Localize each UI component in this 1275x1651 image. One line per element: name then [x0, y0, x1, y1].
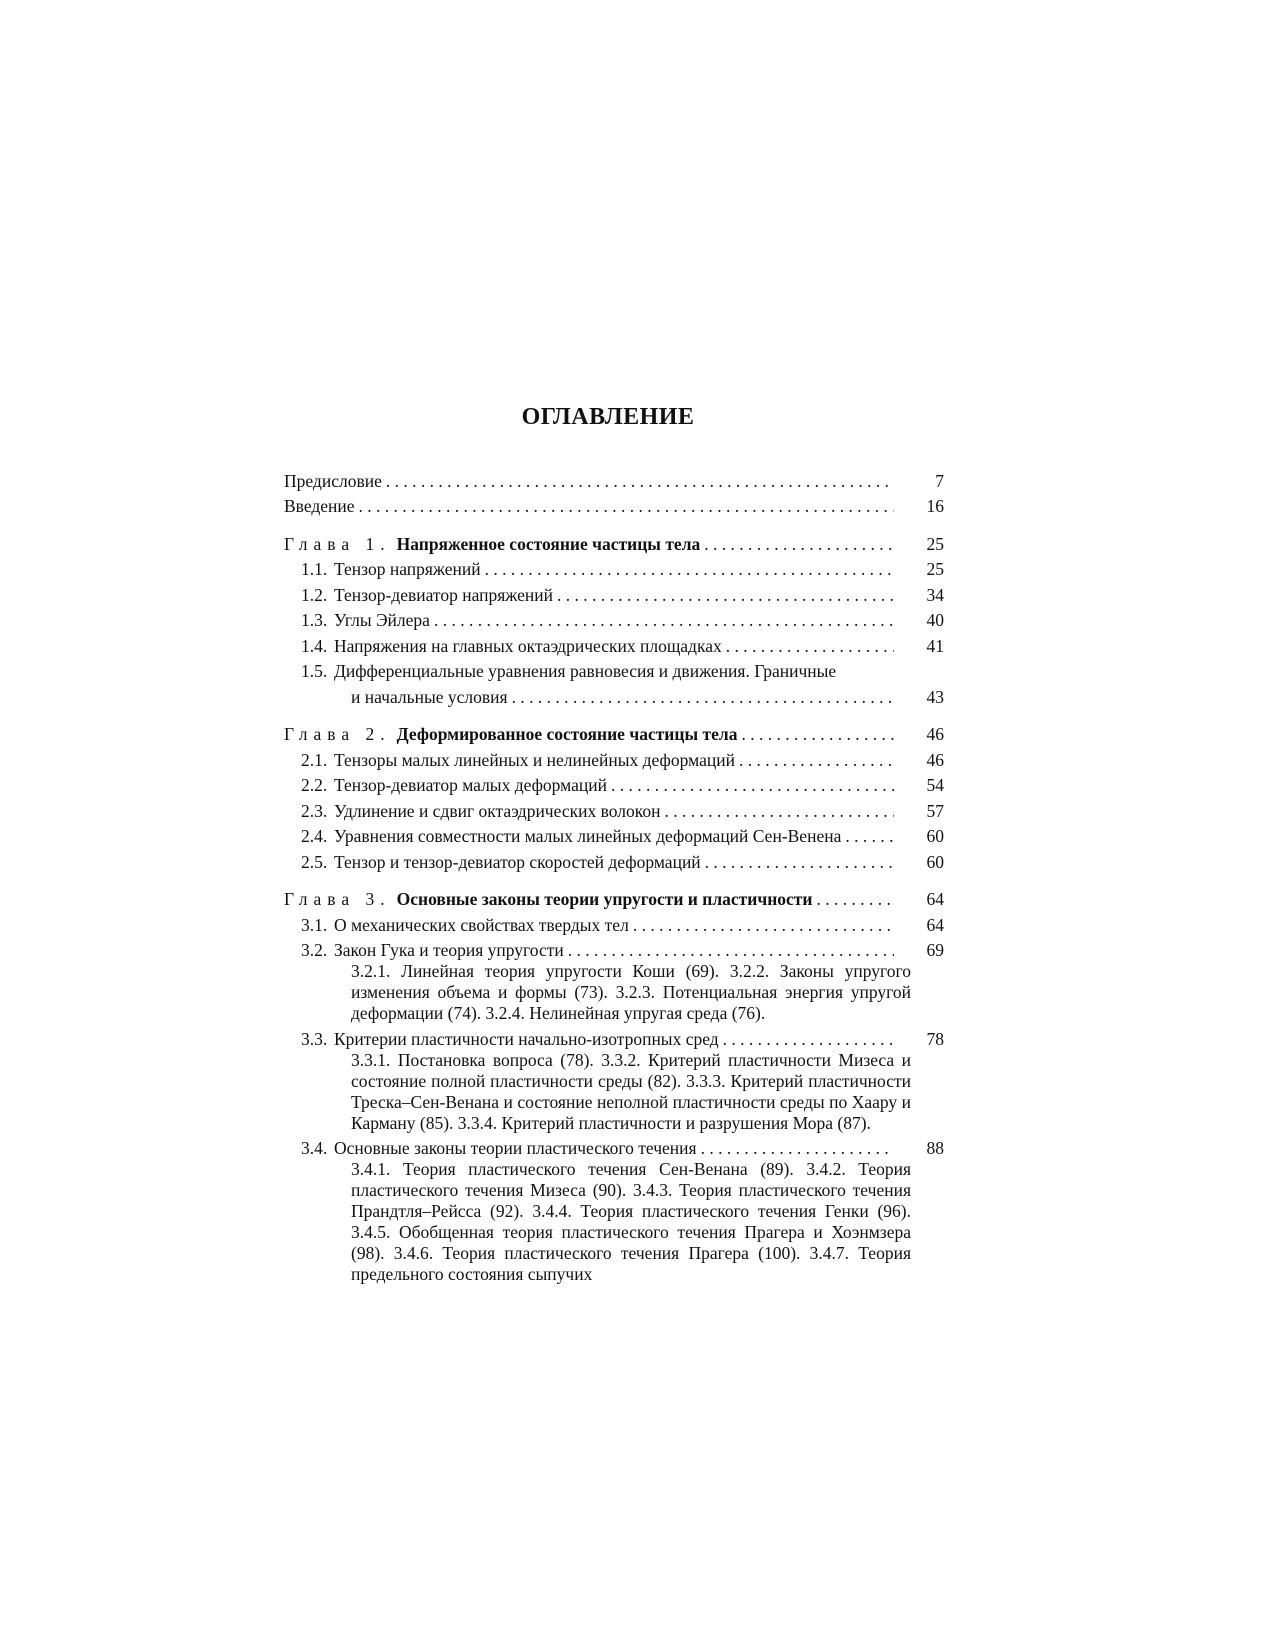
- toc-section-3-3[interactable]: [284, 1024, 944, 1050]
- page-number: 57: [926, 800, 944, 821]
- section-title: Тензор-девиатор напряжений: [334, 584, 553, 605]
- leader-dots: [741, 724, 894, 745]
- section-number: 1.5.: [301, 661, 328, 681]
- section-title: Основные законы теории пластического течения: [334, 1138, 697, 1158]
- toc-section-1-2[interactable]: [284, 580, 944, 606]
- section-number: 1.1.: [301, 559, 328, 579]
- page-number: 69: [926, 940, 944, 960]
- leader-dots: [568, 940, 894, 961]
- toc-section-3-2[interactable]: [284, 936, 944, 962]
- section-number: 3.4.: [301, 1138, 328, 1158]
- toc-section-1-5-continued[interactable]: [284, 682, 944, 708]
- chapter-label: Глава 1.: [284, 533, 391, 554]
- section-title-continued: и начальные условия: [351, 686, 508, 707]
- section-title: О механических свойствах твердых тел: [334, 914, 629, 935]
- leader-dots: [723, 1029, 894, 1050]
- toc-section-2-4[interactable]: [284, 822, 944, 848]
- section-number: 3.2.: [301, 940, 328, 960]
- section-title: Напряжения на главных октаэдрических площадках: [334, 635, 722, 656]
- page-number: 60: [926, 851, 944, 872]
- section-number: 1.4.: [301, 635, 328, 656]
- section-title: Тензоры малых линейных и нелинейных деформаций: [334, 749, 735, 770]
- leader-dots: [359, 496, 894, 517]
- section-number: 2.5.: [301, 851, 328, 872]
- section-number: 2.2.: [301, 775, 328, 795]
- section-title: Углы Эйлера: [334, 610, 430, 630]
- leader-dots: [739, 750, 894, 771]
- leader-dots: [386, 471, 894, 492]
- leader-dots: [557, 585, 894, 606]
- chapter-title: Напряженное состояние частицы тела: [396, 533, 701, 554]
- page-number: 64: [926, 889, 944, 909]
- section-number: 3.1.: [301, 914, 328, 935]
- leader-dots: [664, 801, 894, 822]
- page-number: 64: [926, 914, 944, 935]
- section-title: Уравнения совместности малых линейных деформаций Сен-Венена: [334, 826, 842, 846]
- toc-entry-preface[interactable]: [284, 466, 944, 492]
- page-number: 7: [935, 470, 944, 491]
- toc-section-1-1[interactable]: [284, 555, 944, 581]
- section-title: Закон Гука и теория упругости: [334, 940, 564, 960]
- toc-entry-introduction[interactable]: [284, 492, 944, 518]
- toc-subsections-3-3: 3.3.1. Постановка вопроса (78). 3.3.2. Критерий пластичности Мизеса и состояние полной пластичности среды (82). 3.3.3. Критерий пластичности Треска–Сен-Венана и состояние неполной пластичности среды по Хаару и Карману (85). 3.3.4. Критерий пластичности и разрушения Мора (87).: [351, 1049, 911, 1133]
- toc-section-3-4[interactable]: [284, 1134, 944, 1160]
- section-number: 2.4.: [301, 826, 328, 846]
- page-number: 60: [926, 826, 944, 846]
- leader-dots: [611, 775, 894, 796]
- section-title: Тензор напряжений: [334, 559, 481, 579]
- toc-subsections-3-2: 3.2.1. Линейная теория упругости Коши (69). 3.2.2. Законы упругого изменения объема и формы (73). 3.2.3. Потенциальная энергия упругой деформации (74). 3.2.4. Нелинейная упругая среда (76).: [351, 961, 911, 1023]
- chapter-label: Глава 3.: [284, 889, 391, 909]
- toc-section-2-1[interactable]: [284, 745, 944, 771]
- section-title: Тензор и тензор-девиатор скоростей деформаций: [334, 851, 701, 872]
- leader-dots: [845, 826, 894, 847]
- leader-dots: [705, 852, 894, 873]
- toc-chapter-1[interactable]: [284, 529, 944, 555]
- toc-chapter-2[interactable]: [284, 720, 944, 746]
- leader-dots: [817, 889, 895, 910]
- chapter-label: Глава 2.: [284, 724, 391, 744]
- page-number: 88: [926, 1138, 944, 1158]
- page-number: 78: [926, 1028, 944, 1049]
- leader-dots: [434, 610, 894, 631]
- section-number: 1.2.: [301, 584, 328, 605]
- leader-dots: [512, 687, 894, 708]
- leader-dots: [485, 559, 894, 580]
- leader-dots: [701, 1138, 894, 1159]
- page-number: 46: [926, 724, 944, 744]
- section-title: Тензор-девиатор малых деформаций: [334, 775, 607, 795]
- leader-dots: [726, 636, 894, 657]
- page-number: 40: [926, 610, 944, 630]
- section-title: Удлинение и сдвиг октаэдрических волокон: [334, 800, 661, 821]
- page-number: 34: [926, 584, 944, 605]
- toc-section-1-3[interactable]: [284, 606, 944, 632]
- page-number: 54: [926, 775, 944, 795]
- page-number: 43: [926, 686, 944, 707]
- section-title: Дифференциальные уравнения равновесия и движения. Граничные: [334, 661, 837, 681]
- page-title: ОГЛАВЛЕНИЕ: [521, 404, 695, 430]
- toc-section-1-5[interactable]: [284, 657, 944, 683]
- chapter-title: Основные законы теории упругости и пластичности: [396, 889, 813, 909]
- leader-dots: [704, 534, 894, 555]
- section-number: 3.3.: [301, 1028, 328, 1049]
- page-number: 25: [926, 533, 944, 554]
- table-of-contents: [284, 466, 944, 1285]
- leader-dots: [633, 915, 894, 936]
- page-number: 25: [926, 559, 944, 579]
- toc-section-3-1[interactable]: [284, 910, 944, 936]
- toc-section-2-5[interactable]: [284, 847, 944, 873]
- toc-section-2-2[interactable]: [284, 771, 944, 797]
- toc-subsections-3-4: 3.4.1. Теория пластического течения Сен-Венана (89). 3.4.2. Теория пластического течения Мизеса (90). 3.4.3. Теория пластического течения Прандтля–Рейсса (92). 3.4.4. Теория пластического течения Генки (96). 3.4.5. Обобщенная теория пластического течения Прагера и Хоэнмзера (98). 3.4.6. Теория пластического течения Прагера (100). 3.4.7. Теория предельного состояния сыпучих: [351, 1159, 911, 1284]
- page-number: 41: [926, 635, 944, 656]
- entry-title: Предисловие: [284, 470, 382, 491]
- page-number: 46: [926, 749, 944, 770]
- section-title: Критерии пластичности начально-изотропных сред: [334, 1028, 719, 1049]
- chapter-title: Деформированное состояние частицы тела: [396, 724, 738, 744]
- section-number: 1.3.: [301, 610, 328, 630]
- section-number: 2.1.: [301, 749, 328, 770]
- entry-title: Введение: [284, 496, 355, 516]
- toc-chapter-3[interactable]: [284, 885, 944, 911]
- toc-section-1-4[interactable]: [284, 631, 944, 657]
- section-number: 2.3.: [301, 800, 328, 821]
- toc-section-2-3[interactable]: [284, 796, 944, 822]
- page-number: 16: [926, 496, 944, 516]
